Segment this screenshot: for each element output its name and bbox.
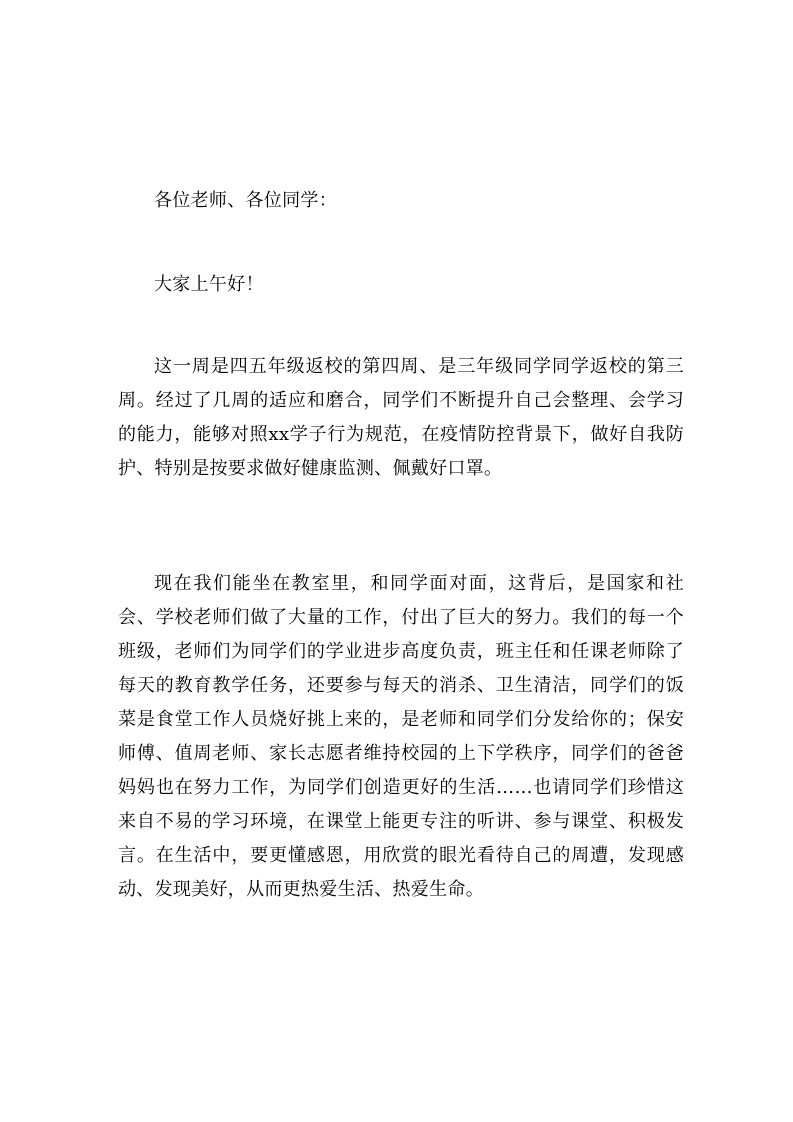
greeting: 大家上午好！ — [154, 274, 264, 295]
salutation: 各位老师、各位同学： — [154, 190, 337, 211]
paragraph-1: 这一周是四五年级返校的第四周、是三年级同学同学返校的第三周。经过了几周的适应和磨合，同学们不断提升自己会整理、会学习的能力，能够对照xx学子行为规范，在疫情防控背景下，做好自我防护、特别是按要求做好健康监测、佩戴好口罩。 — [118, 356, 684, 479]
paragraph-2: 现在我们能坐在教室里，和同学面对面，这背后，是国家和社会、学校老师们做了大量的工作，付出了巨大的努力。我们的每一个班级，老师们为同学们的学业进步高度负责，班主任和任课老师除了每天的教育教学任务，还要参与每天的消杀、卫生清洁，同学们的饭菜是食堂工作人员烧好挑上来的，是老师和同学们分发给你的；保安师傅、值周老师、家长志愿者维持校园的上下学秩序，同学们的爸爸妈妈也在努力工作，为同学们创造更好的生活……也请同学们珍惜这来自不易的学习环境，在课堂上能更专注的听讲、参与课堂、积极发言。在生活中，要更懂感恩，用欣赏的眼光看待自己的周遭，发现感动、发现美好，从而更热爱生活、热爱生命。 — [118, 573, 684, 900]
